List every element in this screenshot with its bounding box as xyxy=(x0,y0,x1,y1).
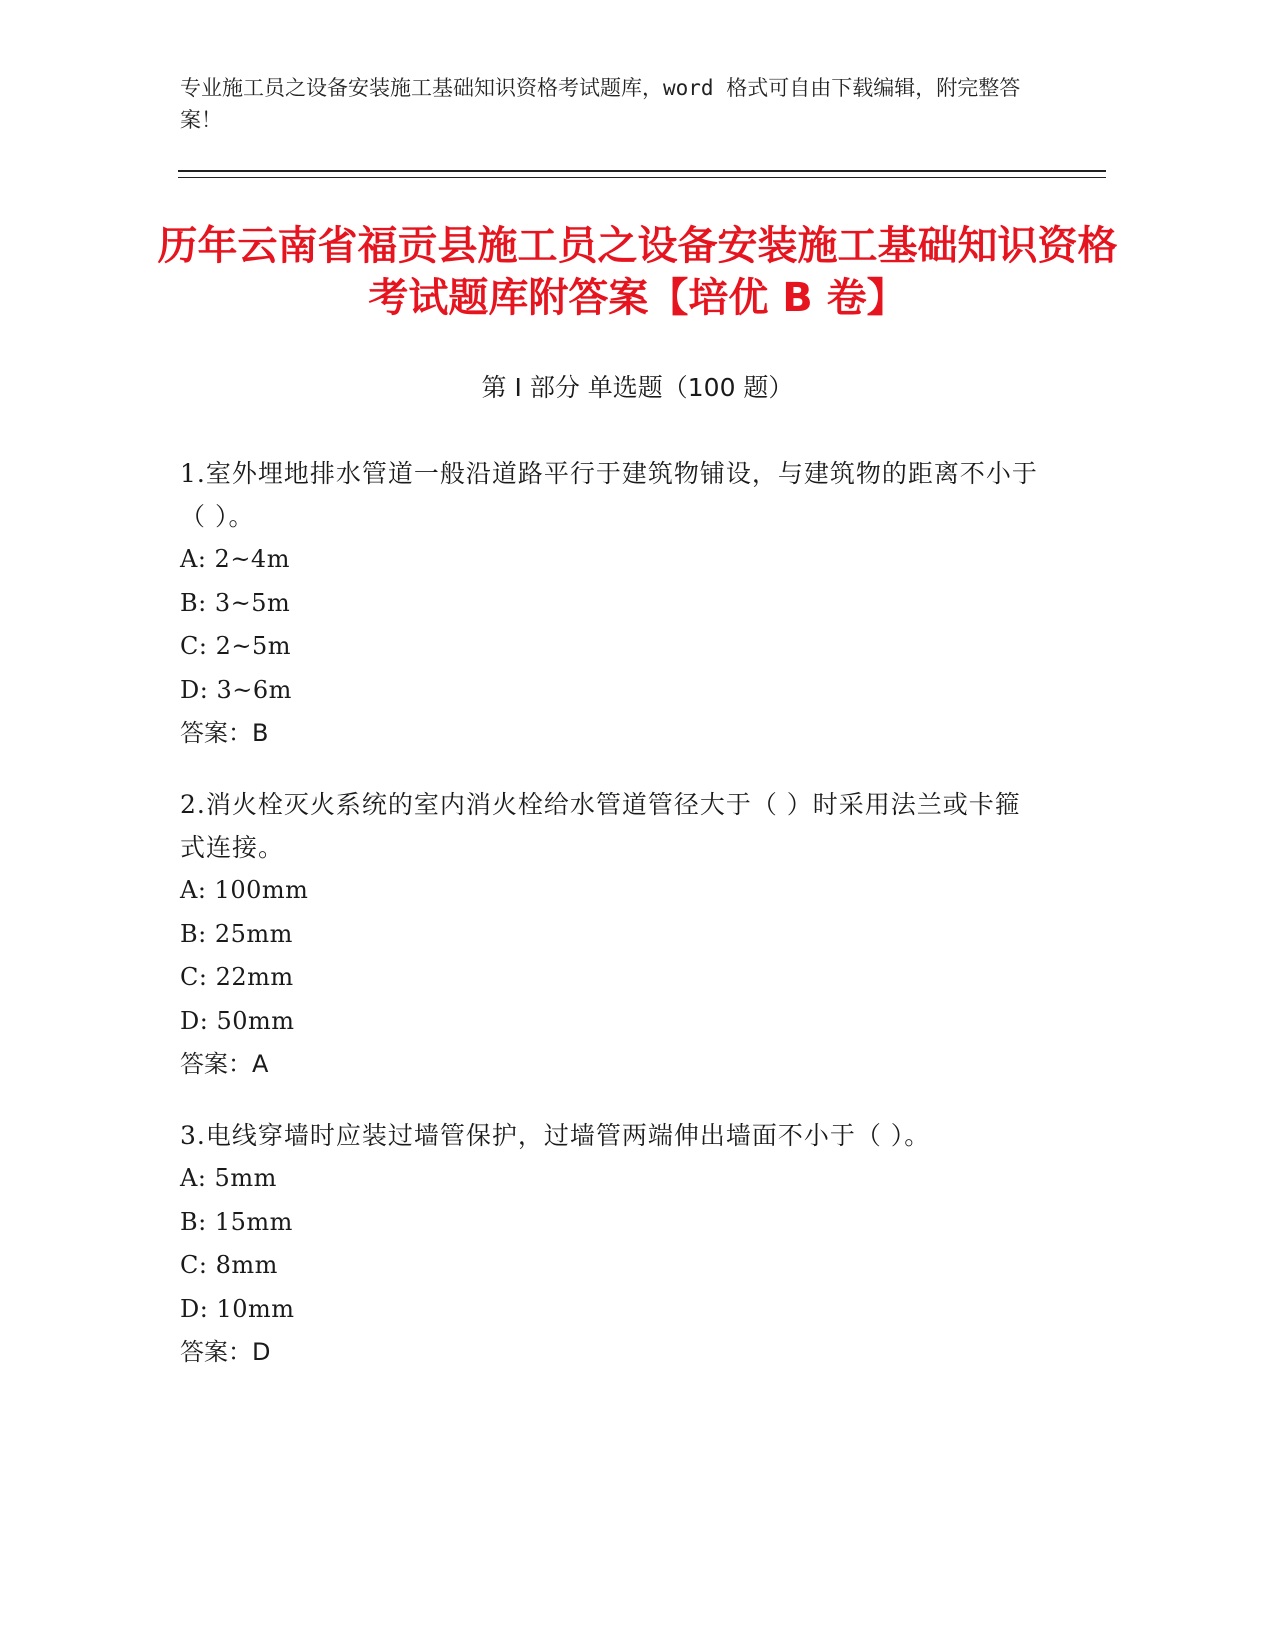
option-d: D: 50mm xyxy=(180,1006,295,1035)
section-title: 第 I 部分 单选题（100 题） xyxy=(481,373,794,402)
header-note: 专业施工员之设备安装施工基础知识资格考试题库，word 格式可自由下载编辑，附完整答案！ xyxy=(180,76,1021,132)
option-b: B: 25mm xyxy=(180,919,293,948)
option-b: B: 3~5m xyxy=(180,588,291,617)
option-d: D: 10mm xyxy=(180,1294,295,1323)
answer-text: 答案：D xyxy=(180,1338,271,1366)
option-d: D: 3~6m xyxy=(180,675,292,704)
header-divider-thin xyxy=(178,177,1106,178)
answer-text: 答案：A xyxy=(180,1050,269,1078)
header-divider-thick xyxy=(178,170,1106,172)
option-c: C: 22mm xyxy=(180,963,294,991)
option-a: A: 5mm xyxy=(180,1164,277,1192)
question-stem: 1.室外埋地排水管道一般沿道路平行于建筑物铺设，与建筑物的距离不小于（ ）。 xyxy=(180,459,1038,531)
document-title: 历年云南省福贡县施工员之设备安装施工基础知识资格考试题库附答案【培优 B 卷】 xyxy=(157,223,1118,321)
option-a: A: 2~4m xyxy=(180,545,290,573)
question-item xyxy=(180,1114,1040,1374)
question-item xyxy=(180,783,1040,1086)
option-a: A: 100mm xyxy=(180,876,309,904)
question-list xyxy=(180,452,1040,1402)
question-stem: 2.消火栓灭火系统的室内消火栓给水管道管径大于（ ）时采用法兰或卡箍式连接。 xyxy=(180,790,1021,862)
option-c: C: 2~5m xyxy=(180,632,291,660)
option-c: C: 8mm xyxy=(180,1251,278,1279)
answer-text: 答案：B xyxy=(180,719,269,747)
question-item xyxy=(180,452,1040,755)
option-b: B: 15mm xyxy=(180,1207,293,1236)
question-stem: 3.电线穿墙时应装过墙管保护，过墙管两端伸出墙面不小于（ ）。 xyxy=(180,1121,931,1150)
